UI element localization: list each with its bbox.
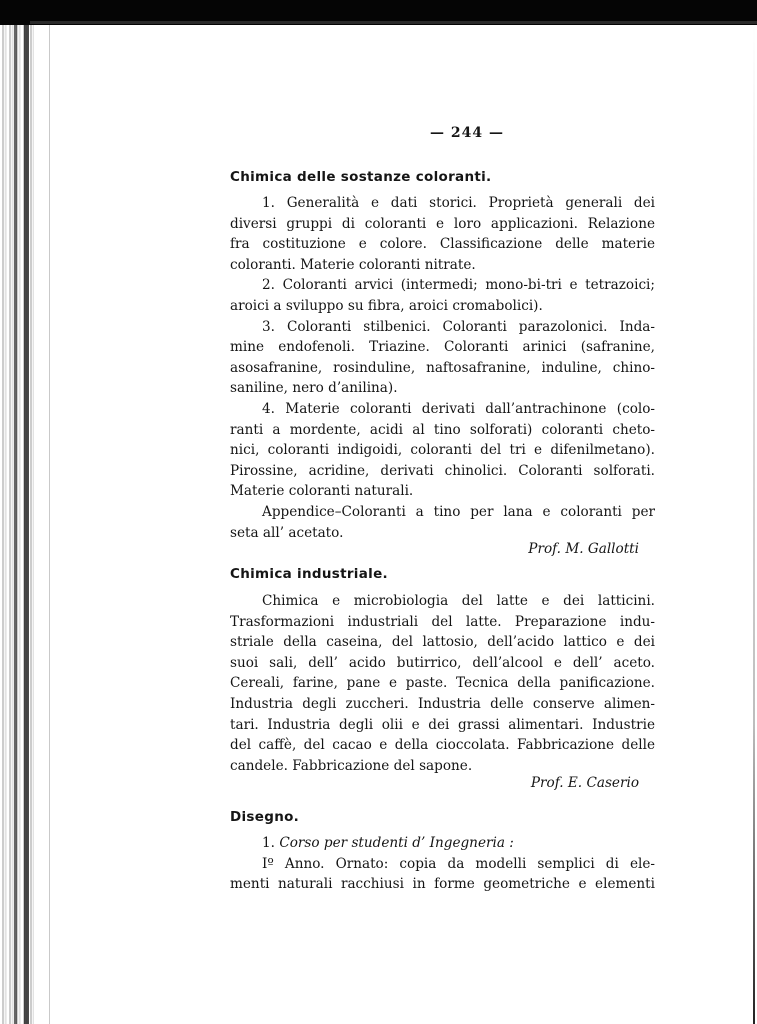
paragraph-coloranti-arvici — [230, 275, 655, 316]
section-heading-chimica-industriale: Chimica industriale. — [230, 566, 388, 582]
paragraph-antrachinone — [230, 399, 655, 502]
subheading-number: 1. — [262, 835, 275, 851]
scan-top-edge — [30, 21, 757, 24]
text-line: 2. Coloranti arvici (intermedi; mono-bi-tri e tetrazoici; — [262, 277, 655, 294]
text-line: Iº Anno. Ornato: copia da modelli semplici di ele- — [262, 855, 655, 872]
spine-shadow — [24, 0, 29, 1024]
subheading-corso-ingegneria — [230, 833, 655, 854]
text-line — [230, 833, 655, 854]
text-line: fra costituzione e colore. Classificazione delle materie — [230, 236, 655, 253]
text-line: Cereali, farine, pane e paste. Tecnica della panificazione. — [230, 675, 655, 692]
text-line: Trasformazioni industriali del latte. Preparazione indu- — [230, 613, 655, 630]
text-line: seta all’ acetato. — [230, 524, 344, 541]
text-line: Industria degli zuccheri. Industria delle conserve alimen- — [230, 695, 655, 712]
paragraph-primo-anno — [230, 854, 655, 895]
text-line: diversi gruppi di coloranti e loro applicazioni. Relazione — [230, 215, 655, 232]
paragraph-coloranti-stilbenici — [230, 317, 655, 399]
text-line: del caffè, del cacao e della cioccolata. Fabbricazione delle — [230, 737, 655, 754]
text-line: tari. Industria degli olii e dei grassi alimentari. Industrie — [230, 716, 655, 733]
text-line: mine endofenoli. Triazine. Coloranti arinici (safranine, — [230, 339, 655, 356]
text-line: suoi sali, dell’ acido butirrico, dell’alcool e dell’ aceto. — [230, 654, 655, 671]
section-heading-chimica-coloranti: Chimica delle sostanze coloranti. — [230, 169, 492, 185]
text-line: 3. Coloranti stilbenici. Coloranti parazolonici. Inda- — [262, 318, 655, 335]
signature-gallotti: Prof. M. Gallotti — [528, 541, 639, 558]
paragraph-appendice — [230, 502, 655, 543]
subheading-text: Corso per studenti d’ Ingegneria : — [279, 835, 514, 851]
text-line: aroici a sviluppo su fibra, aroici cromabolici). — [230, 297, 543, 314]
text-line: Materie coloranti naturali. — [230, 483, 414, 500]
paragraph-chimica-industriale — [230, 591, 655, 776]
section-chimica-coloranti — [230, 168, 655, 559]
page-right-edge — [753, 25, 755, 1024]
signature-caserio: Prof. E. Caserio — [530, 775, 639, 792]
text-line: candele. Fabbricazione del sapone. — [230, 757, 473, 774]
page-number: — 244 — — [430, 125, 504, 141]
text-line: Appendice–Coloranti a tino per lana e coloranti per — [262, 503, 655, 520]
text-line: saniline, nero d’anilina). — [230, 380, 398, 397]
text-line: Chimica e microbiologia del latte e dei latticini. — [262, 593, 655, 609]
text-line: menti naturali racchiusi in forme geometriche e elementi — [230, 876, 655, 893]
page-gutter-line — [49, 25, 50, 1024]
spine-shadow — [14, 0, 17, 1024]
section-disegno — [230, 808, 655, 895]
section-heading-disegno: Disegno. — [230, 809, 300, 825]
text-line: striale della caseina, del lattosio, dell’acido lattico e dei — [230, 634, 655, 651]
text-line: 4. Materie coloranti derivati dall’antrachinone (colo- — [262, 400, 655, 417]
text-line: 1. Generalità e dati storici. Proprietà generali dei — [262, 195, 655, 211]
text-line: ranti a mordente, acidi al tino solforati) coloranti cheto- — [230, 421, 655, 438]
paragraph-generalita — [230, 193, 655, 275]
text-line: nici, coloranti indigoidi, coloranti del tri e difenilmetano). — [230, 442, 655, 459]
section-chimica-industriale — [230, 565, 655, 793]
text-line: coloranti. Materie coloranti nitrate. — [230, 256, 476, 273]
text-line: Pirossine, acridine, derivati chinolici. Coloranti solforati. — [230, 462, 655, 479]
text-line: asosafranine, rosinduline, naftosafranine, induline, chino- — [230, 359, 655, 376]
